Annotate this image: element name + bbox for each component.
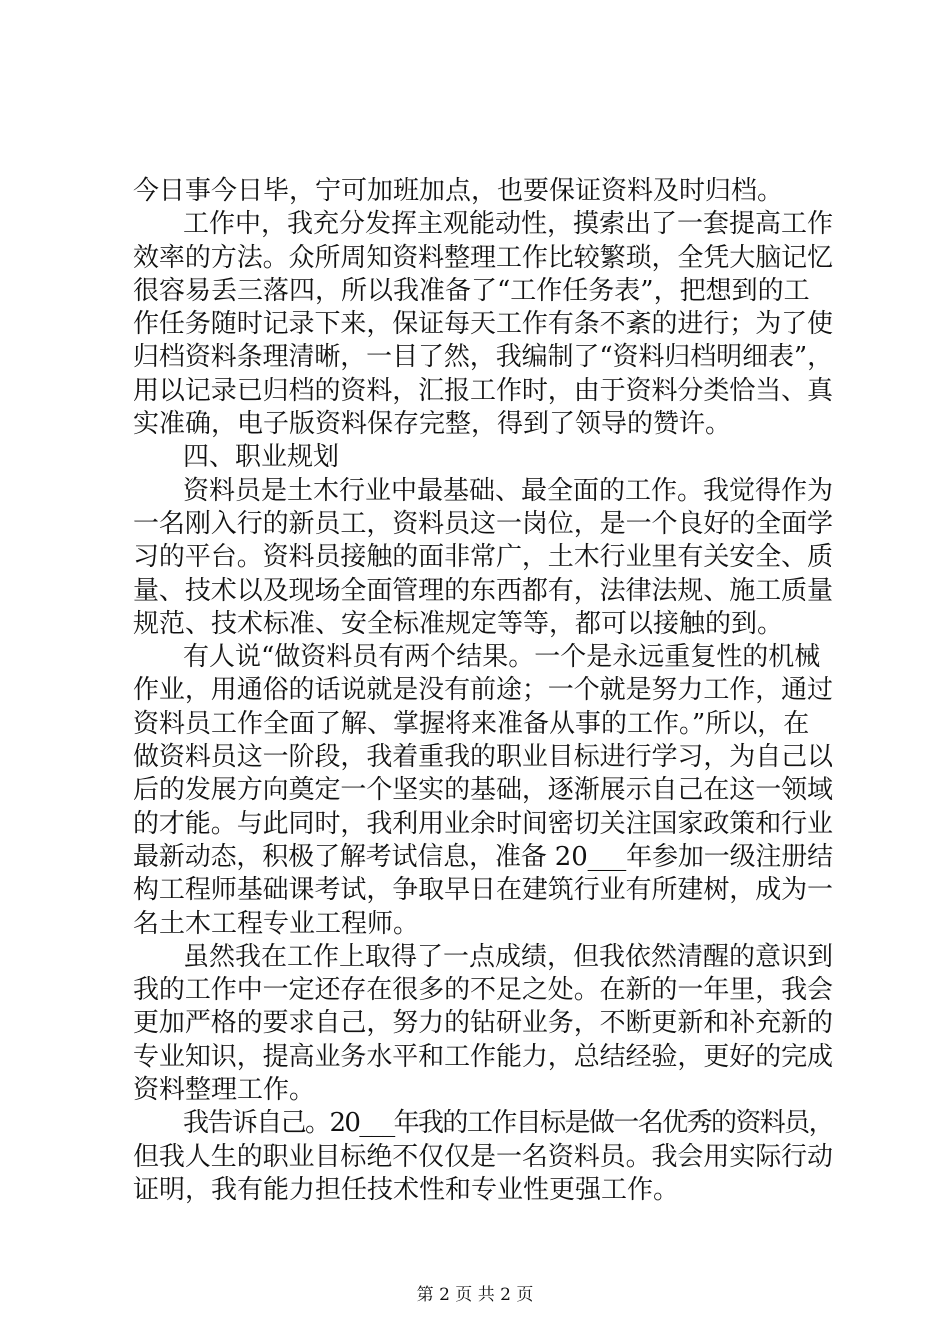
text-line: 最新动态，积极了解考试信息，准备 20___年参加一级注册结 xyxy=(133,841,833,872)
text-line: 虽然我在工作上取得了一点成绩，但我依然清醒的意识到 xyxy=(183,941,833,972)
text-line: 证明，我有能力担任技术性和专业性更强工作。 xyxy=(133,1174,680,1205)
text-line: 资料员工作全面了解、掌握将来准备从事的工作。”所以，在 xyxy=(133,708,810,739)
text-line: 用以记录已归档的资料，汇报工作时，由于资料分类恰当、真 xyxy=(133,375,833,406)
text-line: 名土木工程专业工程师。 xyxy=(133,908,420,939)
text-line: 作任务随时记录下来，保证每天工作有条不紊的进行；为了使 xyxy=(133,309,833,340)
text-line: 实准确，电子版资料保存完整，得到了领导的赞许。 xyxy=(133,409,732,440)
page-footer xyxy=(0,1285,950,1305)
text-line: 效率的方法。众所周知资料整理工作比较繁琐，全凭大脑记忆 xyxy=(133,242,833,273)
text-line: 做资料员这一阶段，我着重我的职业目标进行学习，为自己以 xyxy=(133,742,833,773)
text-line: 量、技术以及现场全面管理的东西都有，法律法规、施工质量 xyxy=(133,575,833,606)
text-line: 资料整理工作。 xyxy=(133,1075,316,1106)
document-body xyxy=(133,175,833,1207)
page-number-label: 第 2 页 共 2 页 xyxy=(416,1285,534,1305)
text-line: 我的工作中一定还存在很多的不足之处。在新的一年里，我会 xyxy=(133,975,833,1006)
text-line: 工作中，我充分发挥主观能动性，摸索出了一套提高工作 xyxy=(183,209,833,240)
text-line: 归档资料条理清晰，一目了然，我编制了“资料归档明细表”， xyxy=(133,342,833,373)
text-line: 习的平台。资料员接触的面非常广，土木行业里有关安全、质 xyxy=(133,542,833,573)
text-line: 一名刚入行的新员工，资料员这一岗位，是一个良好的全面学 xyxy=(133,508,833,539)
text-line: 但我人生的职业目标绝不仅仅是一名资料员。我会用实际行动 xyxy=(133,1141,833,1172)
text-line: 很容易丢三落四，所以我准备了“工作任务表”，把想到的工 xyxy=(133,275,810,306)
text-line: 资料员是土木行业中最基础、最全面的工作。我觉得作为 xyxy=(183,475,833,506)
text-line: 构工程师基础课考试，争取早日在建筑行业有所建树，成为一 xyxy=(133,875,833,906)
text-line: 作业，用通俗的话说就是没有前途；一个就是努力工作，通过 xyxy=(133,675,833,706)
text-line: 今日事今日毕，宁可加班加点，也要保证资料及时归档。 xyxy=(133,176,784,206)
text-line: 有人说“做资料员有两个结果。一个是永远重复性的机械 xyxy=(183,642,821,673)
text-line: 后的发展方向奠定一个坚实的基础，逐渐展示自己在这一领域 xyxy=(133,775,833,806)
text-line: 规范、技术标准、安全标准规定等等，都可以接触的到。 xyxy=(133,608,784,639)
text-line: 四、职业规划 xyxy=(183,442,340,473)
text-line: 我告诉自己。20___年我的工作目标是做一名优秀的资料员， xyxy=(183,1108,833,1139)
text-line: 专业知识，提高业务水平和工作能力，总结经验，更好的完成 xyxy=(133,1041,833,1072)
text-line: 的才能。与此同时，我利用业余时间密切关注国家政策和行业 xyxy=(133,808,833,839)
text-line: 更加严格的要求自己，努力的钻研业务，不断更新和补充新的 xyxy=(133,1008,833,1039)
